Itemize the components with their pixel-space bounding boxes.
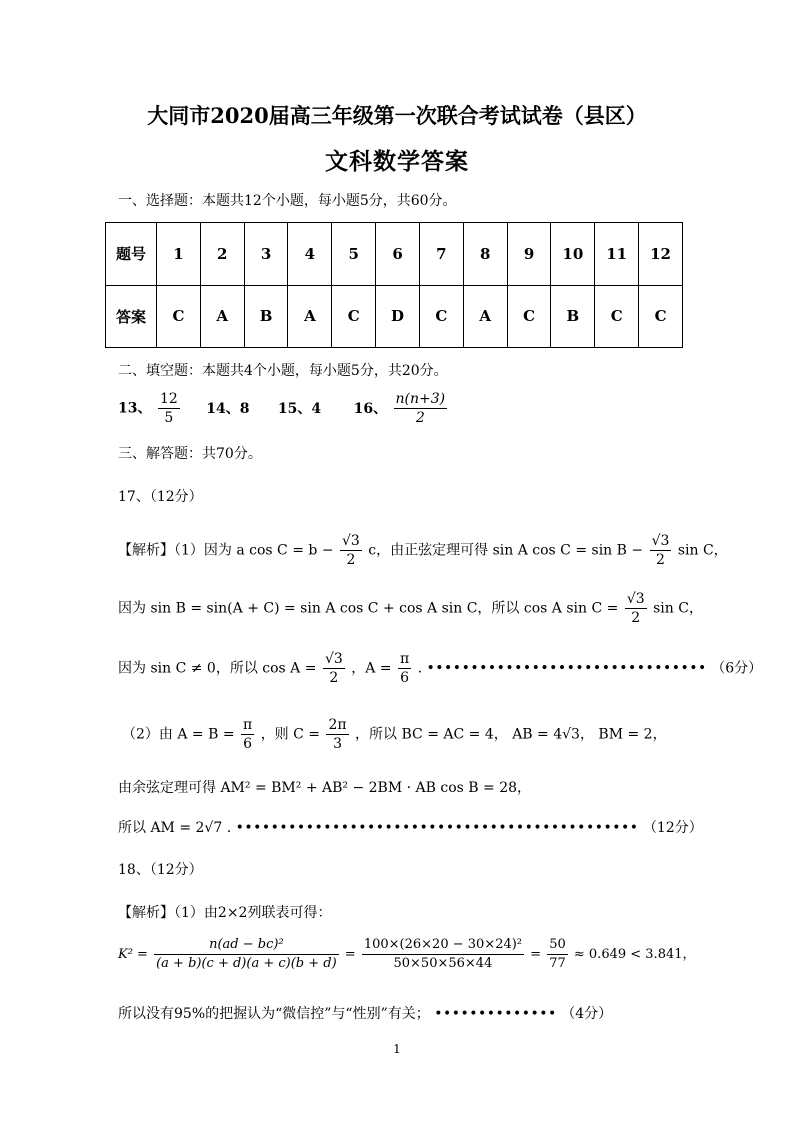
text: 因为 sin B = sin(A + C) = sin A cos C + cos A sin C，所以 cos A sin C = [118, 600, 619, 617]
analysis-tag: 【解析】 [118, 905, 174, 921]
q18-header: 18、（12分） [118, 862, 203, 878]
text: 所以没有95%的把握认为“微信控”与“性别”有关； [118, 1006, 430, 1022]
fraction [241, 716, 254, 753]
score-leader-dots: •••••••••••••• [434, 1006, 557, 1022]
text: ≈ 0.649 < 3.841， [573, 947, 696, 962]
text: = [530, 947, 542, 962]
table-cell: 8 [463, 223, 507, 286]
text: ，则 C = [260, 726, 321, 743]
fraction [323, 650, 345, 687]
table-cell: C [595, 285, 639, 348]
table-cell: C [332, 285, 376, 348]
text: （2）由 A = B = [122, 726, 235, 743]
q17-line-2 [118, 590, 703, 627]
fill-answers [118, 390, 449, 427]
fraction-denominator: 77 [549, 956, 566, 971]
section-2-heading: 二、填空题：本题共4个小题，每小题5分，共20分。 [118, 363, 448, 379]
score-label: （12分） [642, 820, 703, 836]
answer-table [105, 222, 683, 348]
fraction-denominator: 2 [631, 610, 641, 626]
text: K² = [118, 947, 148, 962]
fraction [398, 650, 411, 687]
section-1-heading: 一、选择题：本题共12个小题，每小题5分，共60分。 [118, 193, 457, 209]
q17-line-5: 由余弦定理可得 AM² = BM² + AB² − 2BM · AB cos B = 28， [118, 780, 532, 796]
fraction-numerator: 50 [547, 936, 568, 955]
table-row [106, 285, 683, 348]
text: ，所以 BC = AC = 4， AB = 4√3， BM = 2， [355, 726, 667, 743]
table-cell: 1 [157, 223, 201, 286]
table-cell: B [551, 285, 595, 348]
table-cell: 3 [244, 223, 288, 286]
table-cell: A [288, 285, 332, 348]
text: ，A = [351, 660, 392, 677]
q14-answer: 14、8 [206, 400, 250, 417]
table-cell: 6 [376, 223, 420, 286]
table-cell: 9 [507, 223, 551, 286]
text: sin C， [653, 600, 703, 617]
analysis-tag: 【解析】 [118, 542, 174, 559]
fraction-denominator: 5 [164, 410, 174, 426]
fraction-denominator: 3 [333, 736, 342, 752]
fraction-numerator: √3 [651, 533, 670, 549]
table-cell: C [639, 285, 683, 348]
text: = [344, 947, 356, 962]
page-number: 1 [393, 1042, 401, 1056]
score-leader-dots: •••••••••••••••••••••••••••••••• [426, 660, 707, 677]
fraction-numerator: π [399, 651, 410, 667]
text: . [417, 660, 423, 677]
table-cell: 11 [595, 223, 639, 286]
table-cell: B [244, 285, 288, 348]
table-row [106, 223, 683, 286]
q17-line-1 [118, 532, 728, 569]
q17-line-4 [122, 716, 667, 753]
fraction-denominator: 2 [346, 552, 356, 568]
document-title: 大同市2020届高三年级第一次联合考试试卷（县区） [147, 103, 647, 128]
text: 所以 AM = 2√7 . [118, 820, 232, 836]
fraction-numerator: 100×(26×20 − 30×24)² [362, 936, 524, 955]
table-cell: 5 [332, 223, 376, 286]
q18-line-3 [118, 1003, 612, 1023]
fraction-denominator: 6 [243, 736, 253, 752]
score-label: （6分） [711, 660, 763, 677]
table-cell: D [376, 285, 420, 348]
fraction-denominator: 6 [400, 670, 410, 686]
table-cell: A [200, 285, 244, 348]
fraction-denominator: 50×50×56×44 [393, 956, 493, 971]
document-subtitle: 文科数学答案 [325, 148, 469, 175]
fraction-denominator: 2 [329, 670, 339, 686]
fraction-numerator: n(n+3) [395, 391, 446, 407]
q17-header: 17、（12分） [118, 489, 203, 505]
fraction [650, 532, 672, 569]
fraction-numerator: 2π [328, 717, 347, 733]
q18-formula [118, 936, 696, 973]
score-label: （4分） [561, 1006, 613, 1022]
fraction [362, 936, 524, 973]
score-leader-dots: •••••••••••••••••••••••••••••••••••••••••••••• [235, 820, 639, 836]
table-header-cell: 题号 [106, 223, 157, 286]
table-cell: 2 [200, 223, 244, 286]
text: c，由正弦定理可得 sin A cos C = sin B − [368, 542, 644, 559]
fraction [340, 532, 362, 569]
table-header-cell: 答案 [106, 285, 157, 348]
q13-fraction [158, 390, 180, 427]
text: （1）因为 a cos C = b − [174, 542, 334, 559]
table-cell: C [419, 285, 463, 348]
table-cell: 4 [288, 223, 332, 286]
q16-label: 16、 [353, 400, 388, 417]
table-cell: 7 [419, 223, 463, 286]
fraction [154, 936, 339, 973]
fraction-denominator: 2 [656, 552, 665, 568]
fraction [326, 716, 348, 753]
fraction [547, 936, 568, 973]
q17-line-6 [118, 817, 703, 837]
fraction-numerator: 12 [159, 391, 178, 407]
text: 因为 sin C ≠ 0，所以 cos A = [118, 660, 317, 677]
fraction-numerator: √3 [626, 591, 645, 607]
text: sin C， [677, 542, 728, 559]
fraction-denominator: (a + b)(c + d)(a + c)(b + d) [156, 956, 337, 971]
q18-line-1 [118, 902, 331, 922]
table-cell: A [463, 285, 507, 348]
table-cell: 10 [551, 223, 595, 286]
fraction-numerator: π [243, 717, 253, 733]
fraction-numerator: √3 [342, 533, 360, 549]
fraction-numerator: √3 [324, 651, 343, 667]
q17-line-3 [118, 650, 762, 687]
text: （1）由2×2列联表可得： [174, 905, 332, 921]
q13-label: 13、 [118, 400, 152, 417]
q15-answer: 15、4 [277, 400, 322, 417]
section-3-heading: 三、解答题：共70分。 [118, 446, 262, 462]
fraction [625, 590, 647, 627]
fraction-denominator: 2 [415, 410, 425, 426]
table-cell: C [157, 285, 201, 348]
fraction-numerator: n(ad − bc)² [154, 936, 339, 955]
table-cell: C [507, 285, 551, 348]
table-cell: 12 [639, 223, 683, 286]
q16-fraction [394, 390, 448, 427]
